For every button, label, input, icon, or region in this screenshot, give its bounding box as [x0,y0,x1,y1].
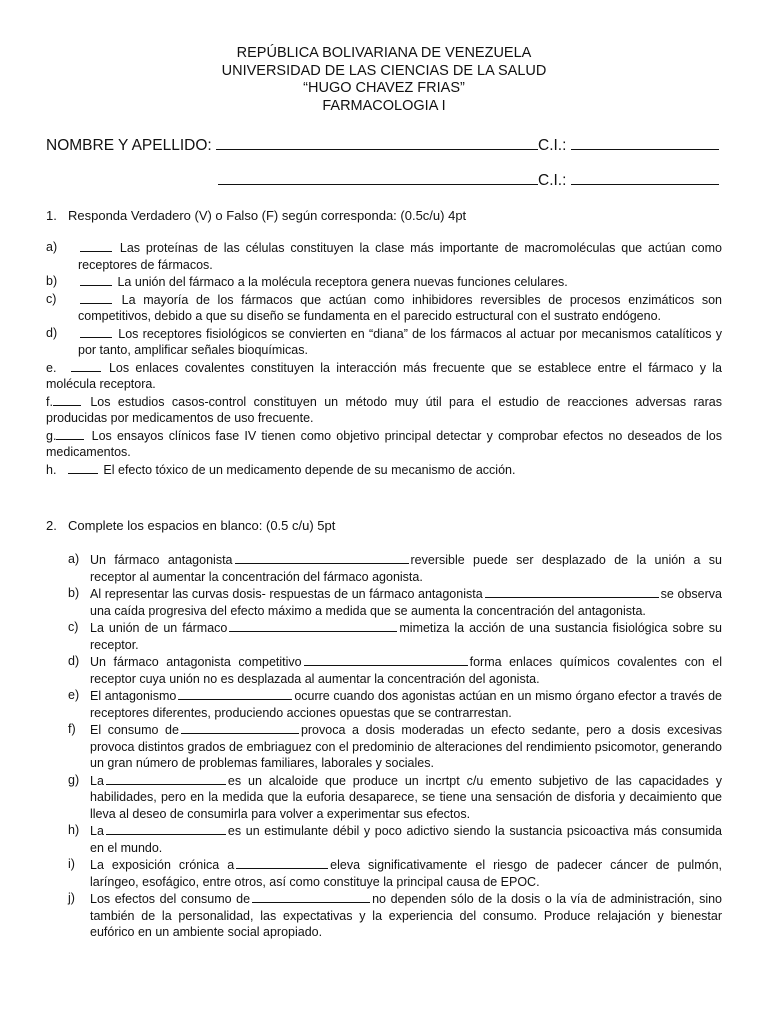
list-item [46,393,722,427]
item-label: h) [68,823,80,837]
list-item [68,687,722,721]
item-text-before: Los efectos del consumo de [90,892,251,906]
list-item [46,273,722,291]
question-2-number: 2. [46,518,57,533]
answer-blank[interactable] [178,687,292,700]
list-item [68,721,722,772]
answer-blank[interactable] [80,273,112,286]
item-label: e) [68,688,80,702]
item-label: a) [46,240,58,254]
list-item [68,822,722,856]
item-text-before: El antagonismo [90,689,177,703]
item-text-after: no dependen sólo de la dosis o la vía de administración, sino también de la personalidad, las expectativas y la experiencia del consumo. Produce relajación y bienestar eufórico en un ambiente social apropiado. [90,892,722,939]
item-text-before: Un fármaco antagonista competitivo [90,655,302,669]
header-country: REPÚBLICA BOLIVARIANA DE VENEZUELA [236,45,532,61]
ci-blank-2[interactable] [571,171,719,185]
list-item [46,461,722,479]
item-text-after: forma enlaces químicos covalentes con el receptor cuya unión no es desplazada al aumentar la concentración del agonista. [90,655,722,686]
item-text-after: es un estimulante débil y poco adictivo siendo la sustancia psicoactiva más consumida en el mundo. [90,824,722,855]
question-2-title [46,518,335,533]
item-label: c) [46,291,57,306]
item-text: La mayoría de los fármacos que actúan como inhibidores reversibles de procesos enzimáticos son competitivos, debido a que su diseño se fundamenta en el parecido estructural con el sustrato endógeno. [78,292,722,323]
answer-blank[interactable] [68,461,98,474]
item-text-before: El consumo de [90,723,179,737]
list-item [68,856,722,890]
item-label: g. [46,428,57,443]
list-item [68,653,722,687]
item-text: Las proteínas de las células constituyen la clase más importante de macromoléculas que actúan como receptores de fármacos. [78,241,722,272]
item-text-after: es un alcaloide que produce un incrtpt c/u emento subjetivo de las capacidades y habilidades, pero en la medida que la euforia desaparece, se tiene una sensación de disforia y decaimiento que lleva al deseo de consumirla para volver a experimentar sus efectos. [90,773,722,821]
item-label: f. [46,394,53,409]
answer-blank[interactable] [80,291,112,304]
item-text: Los receptores fisiológicos se convierten en “diana” de los fármacos al actuar por mecanismos catalíticos y por tanto, amplificar señales bioquímicas. [78,326,722,357]
item-label: i) [68,857,75,871]
answer-blank[interactable] [106,772,226,785]
header-university: UNIVERSIDAD DE LAS CIENCIAS DE LA SALUD [221,62,547,79]
answer-blank[interactable] [53,393,81,406]
answer-blank[interactable] [56,427,84,440]
ci-blank[interactable] [571,136,719,150]
item-text: La unión del fármaco a la molécula receptora genera nuevas funciones celulares. [117,275,568,289]
header-course: FARMACOLOGIA I [322,97,446,114]
question-2-items [68,551,722,941]
question-1-number: 1. [46,208,57,223]
item-text: Los ensayos clínicos fase IV tienen como objetivo principal detectar y comprobar efectos no deseados de los medicamentos. [46,428,722,459]
item-text-after: provoca a dosis moderadas un efecto sedante, pero a dosis excesivas provoca distintos grados de embriaguez con el predominio de alteraciones del rendimiento psicomotor, generando un gran número de problemas familiares, laborales y sociales. [90,723,722,770]
item-text-after: reversible puede ser desplazado de la unión a su receptor al aumentar la concentración del fármaco agonista. [90,553,723,584]
list-item [46,427,722,461]
answer-blank[interactable] [229,619,397,632]
name-label: NOMBRE Y APELLIDO: [46,137,212,154]
answer-blank[interactable] [71,359,101,372]
list-item [68,890,722,941]
item-text-after: eleva significativamente el riesgo de padecer cáncer de pulmón, laríngeo, esofágico, entre otros, así como constituye la principal causa de EPOC. [90,858,723,889]
item-text: Los estudios casos-control constituyen un método muy útil para el estudio de reacciones adversas raras producidas por medicamentos de uso frecuente. [46,394,722,425]
name-blank-2[interactable] [218,171,538,185]
list-item [46,359,722,393]
list-item [68,551,722,585]
question-1-items [46,239,722,478]
item-label: f) [68,722,76,736]
name-blank[interactable] [216,136,538,150]
item-label: g) [68,772,80,787]
list-item [46,291,722,325]
item-label: d) [68,654,80,668]
item-text-after: ocurre cuando dos agonistas actúan en un mismo órgano efector a través de receptores diferentes, produciendo acciones opuestas que se contrarrestan. [90,689,722,720]
ci-label: C.I.: [538,137,567,154]
item-label: b) [46,274,58,288]
item-text-before: La [90,773,104,788]
item-text-after: se observa una caída progresiva del efecto máximo a medida que se aumenta la concentración del antagonista. [90,587,722,618]
item-label: b) [68,586,80,600]
item-label: e. [46,360,57,375]
list-item [68,619,722,653]
item-label: j) [68,891,75,905]
list-item [46,239,722,273]
answer-blank[interactable] [235,551,409,564]
name-field-row [46,136,719,155]
item-text: El efecto tóxico de un medicamento depende de su mecanismo de acción. [103,462,516,477]
item-label: c) [68,620,79,634]
item-text-after: mimetiza la acción de una sustancia fisiológica sobre su receptor. [90,621,723,652]
answer-blank[interactable] [106,822,226,835]
item-text: Los enlaces covalentes constituyen la interacción más frecuente que se establece entre el fármaco y la molécula receptora. [46,360,722,391]
list-item [68,772,722,823]
item-text-before: La [90,824,104,838]
list-item [46,325,722,359]
item-text-before: La unión de un fármaco [90,621,228,635]
document-header [0,45,768,115]
answer-blank[interactable] [252,890,370,903]
question-2-text: Complete los espacios en blanco: (0.5 c/u) 5pt [68,518,336,533]
item-label: a) [68,552,80,566]
item-text-before: Al representar las curvas dosis- respuestas de un fármaco antagonista [90,587,483,601]
item-text-before: La exposición crónica a [90,858,235,872]
answer-blank[interactable] [485,585,659,598]
item-label: d) [46,325,58,340]
item-label: h. [46,462,57,477]
second-name-field-row [218,171,719,190]
ci-label-2: C.I.: [538,172,567,189]
answer-blank[interactable] [236,856,328,869]
answer-blank[interactable] [80,239,112,252]
question-1-text: Responda Verdadero (V) o Falso (F) según corresponda: (0.5c/u) 4pt [68,208,467,223]
header-university-name: “HUGO CHAVEZ FRIAS” [303,80,465,96]
answer-blank[interactable] [80,325,112,338]
answer-blank[interactable] [304,653,468,666]
list-item [68,585,722,619]
question-1-title [46,208,466,223]
answer-blank[interactable] [181,721,299,734]
item-text-before: Un fármaco antagonista [90,553,233,567]
